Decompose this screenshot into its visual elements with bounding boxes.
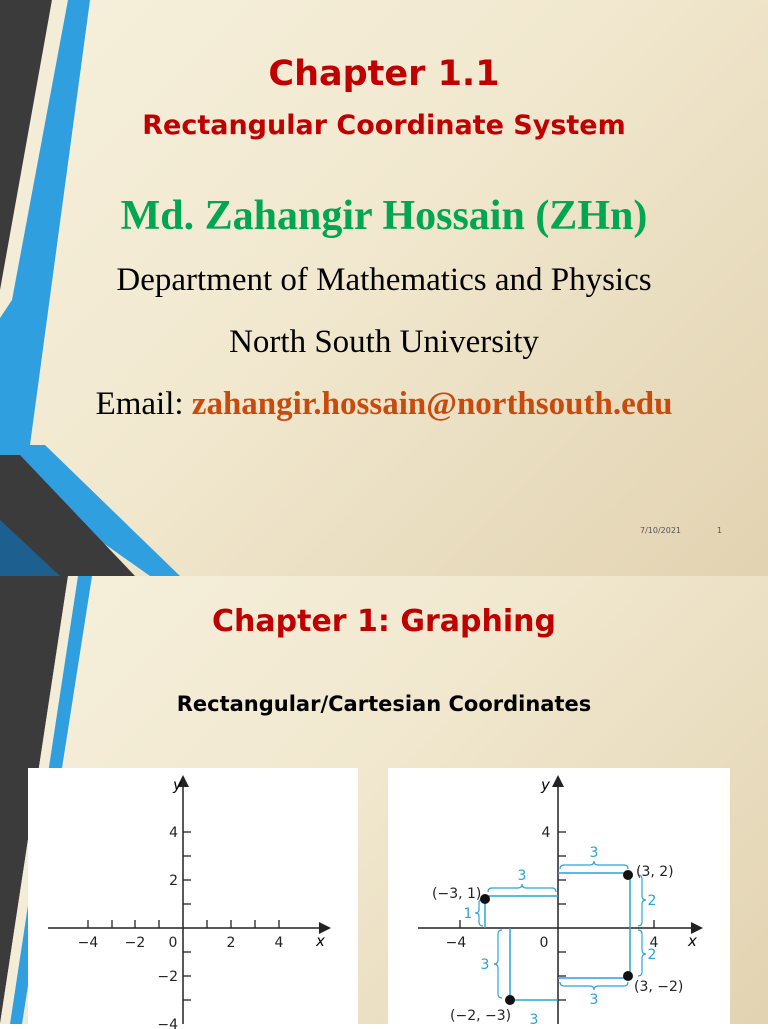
x-tick-label: −4	[445, 935, 467, 951]
origin-label: 0	[539, 935, 549, 951]
brace	[560, 861, 628, 869]
distance-label: 3	[589, 845, 599, 861]
department-text: Department of Mathematics and Physics	[116, 262, 652, 298]
x-tick-label: 4	[274, 935, 284, 951]
graph-panel-points	[388, 768, 730, 1028]
email-link[interactable]: zahangir.hossain@northsouth.edu	[191, 386, 673, 422]
author-name: Md. Zahangir Hossain (ZHn)	[120, 193, 648, 239]
x-tick-label: 2	[226, 935, 236, 951]
y-tick-label: 4	[169, 825, 178, 841]
university-text: North South University	[229, 324, 539, 360]
slide-title: Chapter 1.1	[268, 54, 500, 94]
y-tick-label: −2	[157, 969, 178, 985]
distance-label: 2	[647, 893, 657, 909]
email-line	[0, 386, 768, 423]
x-tick-label: 4	[649, 935, 659, 951]
point-3-2	[623, 870, 633, 880]
point-neg3-1	[480, 894, 490, 904]
point-label: (3, −2)	[634, 979, 684, 995]
distance-label: 3	[517, 868, 527, 884]
slide-number: 1	[717, 526, 723, 535]
y-tick-label: 4	[541, 825, 551, 841]
brace	[638, 930, 646, 976]
distance-label: 3	[480, 957, 490, 973]
slide-title: Chapter 1: Graphing	[212, 604, 556, 639]
y-tick-label: −4	[157, 1017, 178, 1029]
point-label: (−2, −3)	[450, 1008, 512, 1024]
coordinate-axes-graph	[28, 768, 358, 1029]
distance-label: 1	[463, 906, 473, 922]
brace	[475, 899, 483, 926]
distance-label: 3	[529, 1012, 539, 1028]
plotted-points-graph	[388, 768, 730, 1028]
brace	[494, 930, 502, 998]
y-tick-label: 2	[169, 873, 178, 889]
y-axis-label: y	[541, 776, 550, 794]
graphing-slide	[0, 576, 768, 1029]
x-axis-label: x	[688, 932, 697, 950]
origin-label: 0	[168, 935, 178, 951]
email-label: Email:	[95, 386, 192, 422]
x-tick-label: −4	[77, 935, 99, 951]
x-axis-label: x	[316, 932, 325, 950]
y-axis-label: y	[173, 776, 182, 794]
slide-subtitle: Rectangular/Cartesian Coordinates	[176, 692, 592, 716]
distance-label: 2	[647, 947, 657, 963]
slide-date: 7/10/2021	[640, 526, 682, 535]
point-neg2-neg3	[505, 995, 515, 1005]
slide-subtitle: Rectangular Coordinate System	[142, 110, 626, 141]
brace	[488, 884, 556, 892]
x-tick-label: −2	[124, 935, 146, 951]
point-3-neg2	[623, 971, 633, 981]
point-label: (3, 2)	[636, 864, 674, 880]
point-label: (−3, 1)	[432, 886, 482, 902]
brace	[638, 875, 646, 926]
distance-label: 3	[589, 992, 599, 1008]
brace	[560, 982, 628, 990]
graph-panel-axes	[28, 768, 358, 1029]
